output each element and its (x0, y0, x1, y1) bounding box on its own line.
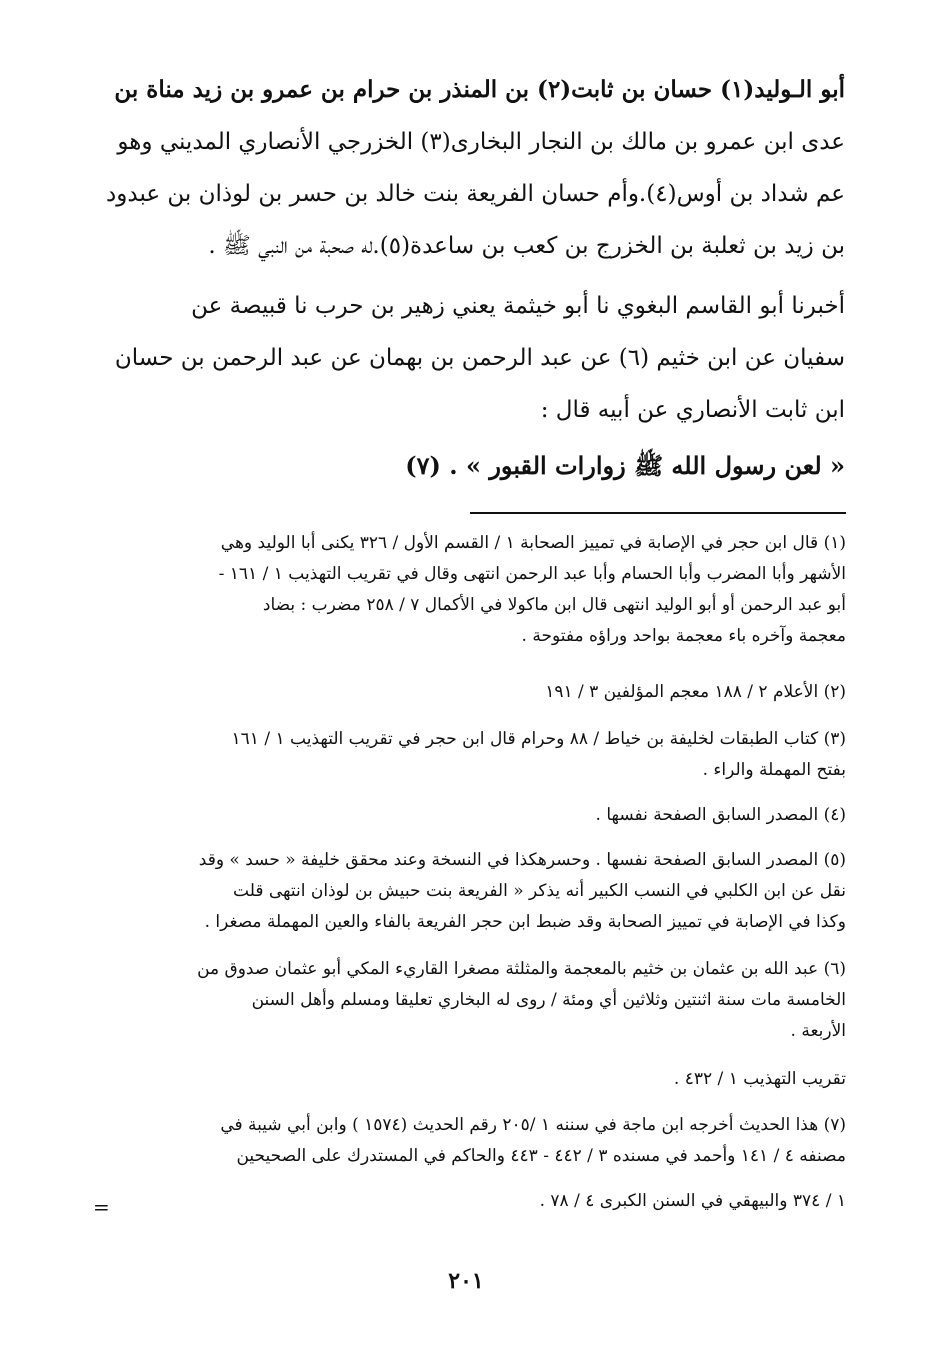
footnote-line: الخامسة مات سنة اثنتين وثلاثين أي ومئة / روى له البخاري تعليقا ومسلم وأهل السنن (251, 990, 846, 1010)
footnote-line: (٥) المصدر السابق الصفحة نفسها . وحسرهكذا في النسخة وعند محقق خليفة « حسد » وقد (198, 850, 846, 870)
main-line-5 (105, 280, 845, 332)
footnote-line: ١ / ٣٧٤ والبيهقي في السنن الكبرى ٤ / ٧٨ . (539, 1191, 846, 1211)
footnote-line: الأشهر وأبا المضرب وأبا الحسام وأبا عبد الرحمن انتهى وقال في تقريب التهذيب ١ / ١٦١ - (218, 564, 846, 584)
footnote-line: أبو عبد الرحمن أو أبو الوليد انتهى قال ابن ماكولا في الأكمال ٧ / ٢٥٨ مضرب : بضاد (262, 595, 846, 615)
main-line-3-text: عم شداد بن أوس(٤).وأم حسان الفريعة بنت خالد بن حسر بن لوذان بن عبدود (106, 181, 845, 207)
footnote-line: (٦) عبد الله بن عثمان بن خثيم بالمعجمة والمثلثة مصغرا القاريء المكي أبو عثمان صدوق من (197, 959, 846, 979)
footnote-line: وكذا في الإصابة في تمييز الصحابة وقد ضبط ابن حجر الفريعة بالفاء والعين المهملة مصغرا . (204, 912, 846, 932)
footnote-separator (470, 512, 846, 514)
main-line-2-text: عدى ابن عمرو بن مالك بن النجار البخارى(٣) الخزرجي الأنصاري المديني وهو (117, 129, 845, 155)
continuation-mark: = (93, 1195, 110, 1219)
footnote-line: تقريب التهذيب ١ / ٤٣٢ . (673, 1069, 846, 1089)
main-line-6 (105, 332, 845, 384)
main-line-2 (105, 116, 845, 168)
footnote-line: (٢) الأعلام ٢ / ١٨٨ معجم المؤلفين ٣ / ١٩١ (545, 682, 846, 702)
hadith-line (105, 440, 845, 492)
main-line-4-text: بن زيد بن ثعلبة بن الخزرج بن كعب بن ساعدة(٥).له صحبة من النبي ﷺ . (208, 233, 845, 259)
main-line-1-text: أبو الـوليد(١) حسان بن ثابت(٢) بن المنذر بن حرام بن عمرو بن زيد مناة بن (114, 76, 845, 103)
main-line-5-text: أخبرنا أبو القاسم البغوي نا أبو خيثمة يعني زهير بن حرب نا قبيصة عن (191, 293, 845, 319)
hadith-text: « لعن رسول الله ﷺ زوارات القبور » . (٧) (405, 451, 845, 480)
footnote-line: معجمة وآخره باء معجمة بواحد وراؤه مفتوحة . (521, 626, 846, 646)
footnote-line: (٧) هذا الحديث أخرجه ابن ماجة في سننه ١ /٢٠٥ رقم الحديث (١٥٧٤ ) وابن أبي شيبة في (220, 1115, 846, 1135)
footnote-line: الأربعة . (790, 1021, 846, 1041)
main-line-4 (105, 220, 845, 272)
page-number: ٢٠١ (448, 1268, 484, 1294)
main-line-7 (105, 384, 845, 436)
main-line-3 (105, 168, 845, 220)
footnote-line: نقل عن ابن الكلبي في النسب الكبير أنه يذكر « الفريعة بنت حبيش بن لوذان انتهى قلت (233, 881, 846, 901)
footnote-line: (٤) المصدر السابق الصفحة نفسها . (595, 805, 846, 825)
main-line-6-text: سفيان عن ابن خثيم (٦) عن عبد الرحمن بن بهمان عن عبد الرحمن بن حسان (114, 345, 845, 371)
main-line-7-text: ابن ثابت الأنصاري عن أبيه قال : (540, 397, 845, 423)
footnote-line: بفتح المهملة والراء . (702, 760, 846, 780)
footnote-line: مصنفه ٤ / ١٤١ وأحمد في مسنده ٣ / ٤٤٢ - ٤٤٣ والحاكم في المستدرك على الصحيحين (236, 1146, 846, 1166)
footnote-line: (٣) كتاب الطبقات لخليفة بن خياط / ٨٨ وحرام قال ابن حجر في تقريب التهذيب ١ / ١٦١ (231, 729, 846, 749)
footnote-line: (١) قال ابن حجر في الإصابة في تمييز الصحابة ١ / القسم الأول / ٣٢٦ يكنى أبا الوليد وهي (220, 533, 846, 553)
main-line-1 (105, 64, 845, 116)
